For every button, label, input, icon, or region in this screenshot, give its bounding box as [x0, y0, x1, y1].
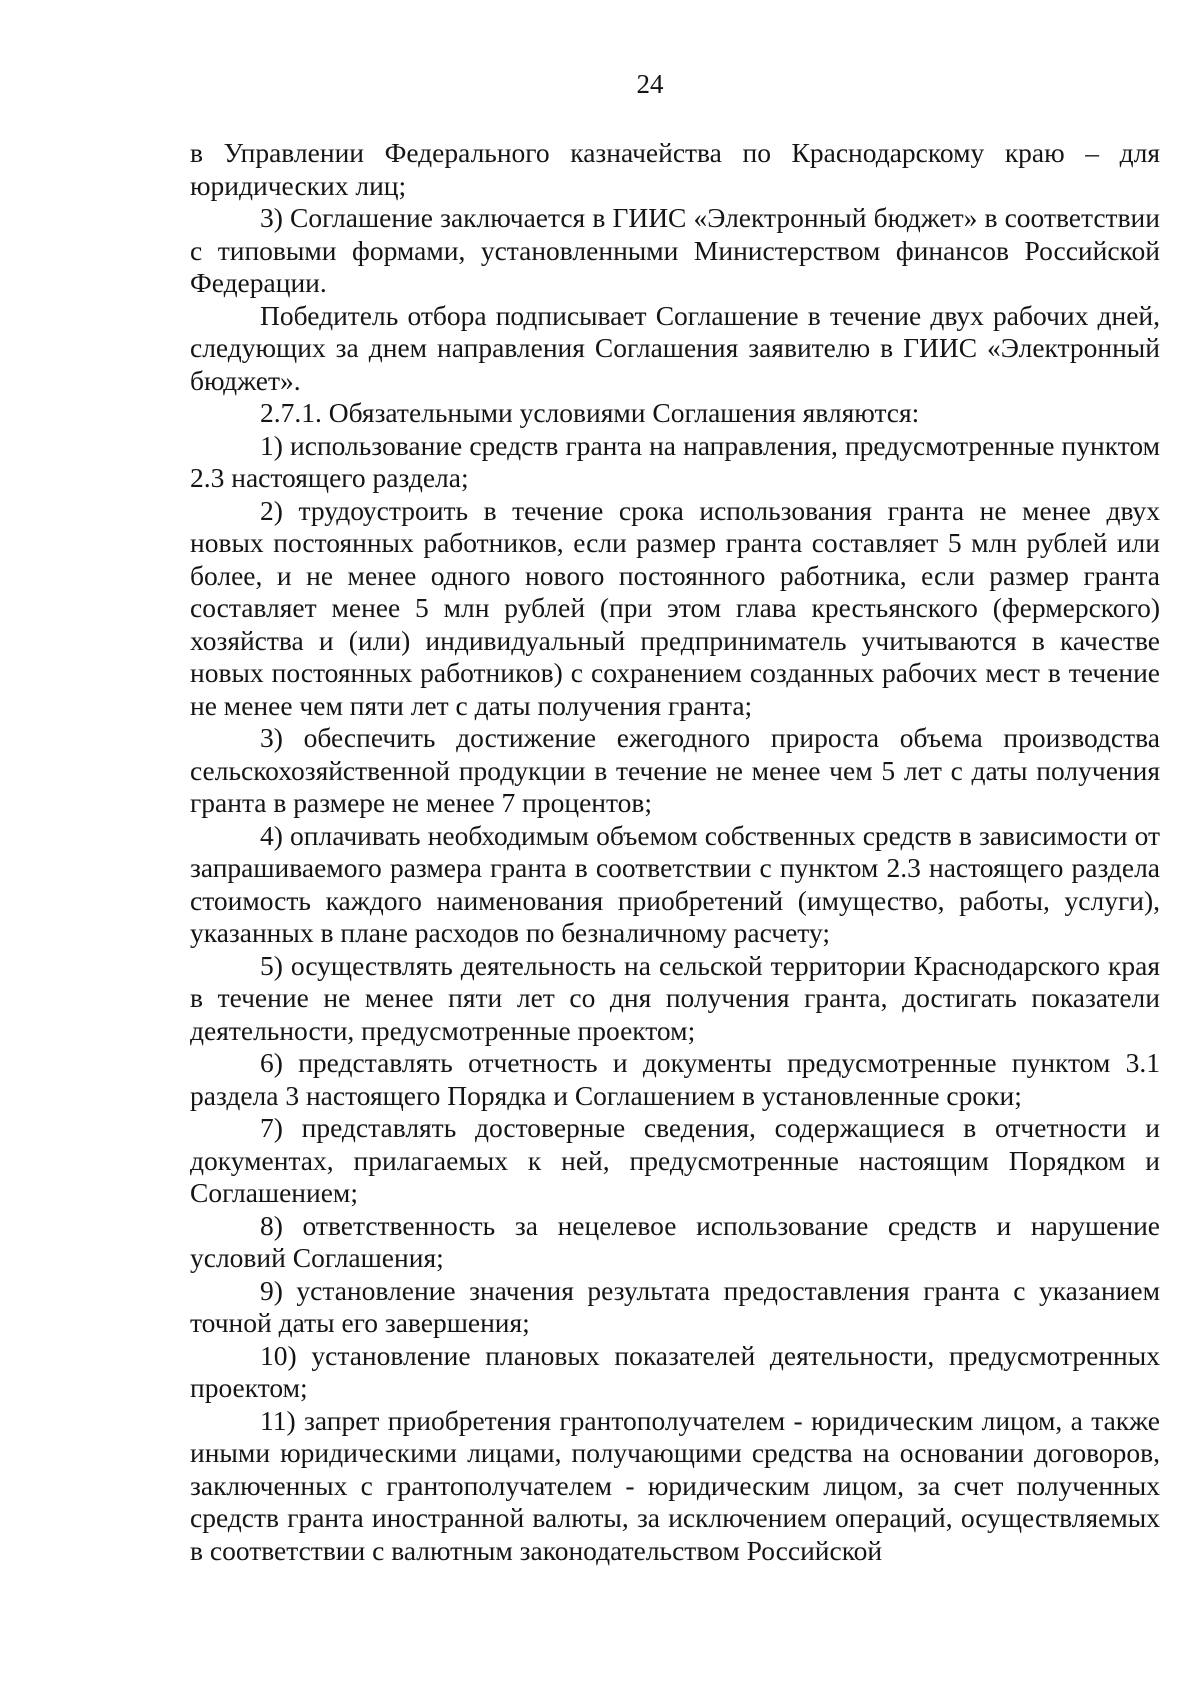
paragraph-2-7-1: 2.7.1. Обязательными условиями Соглашения являются: — [260, 397, 920, 428]
condition-8: 8) ответственность за нецелевое использование средств и нарушение условий Соглашения; — [190, 1209, 1160, 1273]
condition-4: 4) оплачивать необходимым объемом собственных средств в зависимости от запрашиваемого размера гранта в соответствии с пунктом 2.3 настоящего раздела стоимость каждого наименования приобретений (имущество, работы, услуги), указанных в плане расходов по безналичному расчету; — [190, 819, 1160, 948]
condition-3: 3) обеспечить достижение ежегодного прироста объема производства сельскохозяйственной продукции в течение не менее чем 5 лет с даты получения гранта в размере не менее 7 процентов; — [190, 722, 1160, 818]
paragraph-continuation: в Управлении Федерального казначейства по Краснодарскому краю – для юридических лиц; — [190, 137, 1160, 201]
condition-2: 2) трудоустроить в течение срока использования гранта не менее двух новых постоянных работников, если размер гранта составляет 5 млн рублей или более, и не менее одного нового постоянного работника, если размер гранта составляет менее 5 млн рублей (при этом глава крестьянского (фермерского) хозяйства и (или) индивидуальный предприниматель учитываются в качестве новых постоянных работников) с сохранением созданных рабочих мест в течение не менее чем пяти лет с даты получения гранта; — [190, 494, 1160, 721]
document-body — [190, 137, 1160, 1567]
condition-9: 9) установление значения результата предоставления гранта с указанием точной даты его завершения; — [190, 1274, 1160, 1338]
condition-1: 1) использование средств гранта на направления, предусмотренные пунктом 2.3 настоящего раздела; — [190, 429, 1160, 493]
paragraph-winner-signing: Победитель отбора подписывает Соглашение в течение двух рабочих дней, следующих за днем направления Соглашения заявителю в ГИИС «Электронный бюджет». — [190, 299, 1160, 396]
condition-10: 10) установление плановых показателей деятельности, предусмотренных проектом; — [190, 1339, 1160, 1403]
paragraph-item-3: 3) Соглашение заключается в ГИИС «Электронный бюджет» в соответствии с типовыми формами, установленными Министерством финансов Российской Федерации. — [190, 202, 1160, 298]
condition-7: 7) представлять достоверные сведения, содержащиеся в отчетности и документах, прилагаемых к ней, предусмотренные настоящим Порядком и Соглашением; — [190, 1112, 1160, 1208]
condition-6: 6) представлять отчетность и документы предусмотренные пунктом 3.1 раздела 3 настоящего Порядка и Соглашением в установленные сроки; — [190, 1047, 1160, 1111]
condition-11: 11) запрет приобретения грантополучателем - юридическим лицом, а также иными юридическими лицами, получающими средства на основании договоров, заключенных с грантополучателем - юридическим лицом, за счет полученных средств гранта иностранной валюты, за исключением операций, осуществляемых в соответствии с валютным законодательством Российской — [190, 1404, 1160, 1566]
condition-5: 5) осуществлять деятельность на сельской территории Краснодарского края в течение не менее пяти лет со дня получения гранта, достигать показатели деятельности, предусмотренные проектом; — [190, 949, 1160, 1046]
page-number: 24 — [636, 69, 664, 99]
